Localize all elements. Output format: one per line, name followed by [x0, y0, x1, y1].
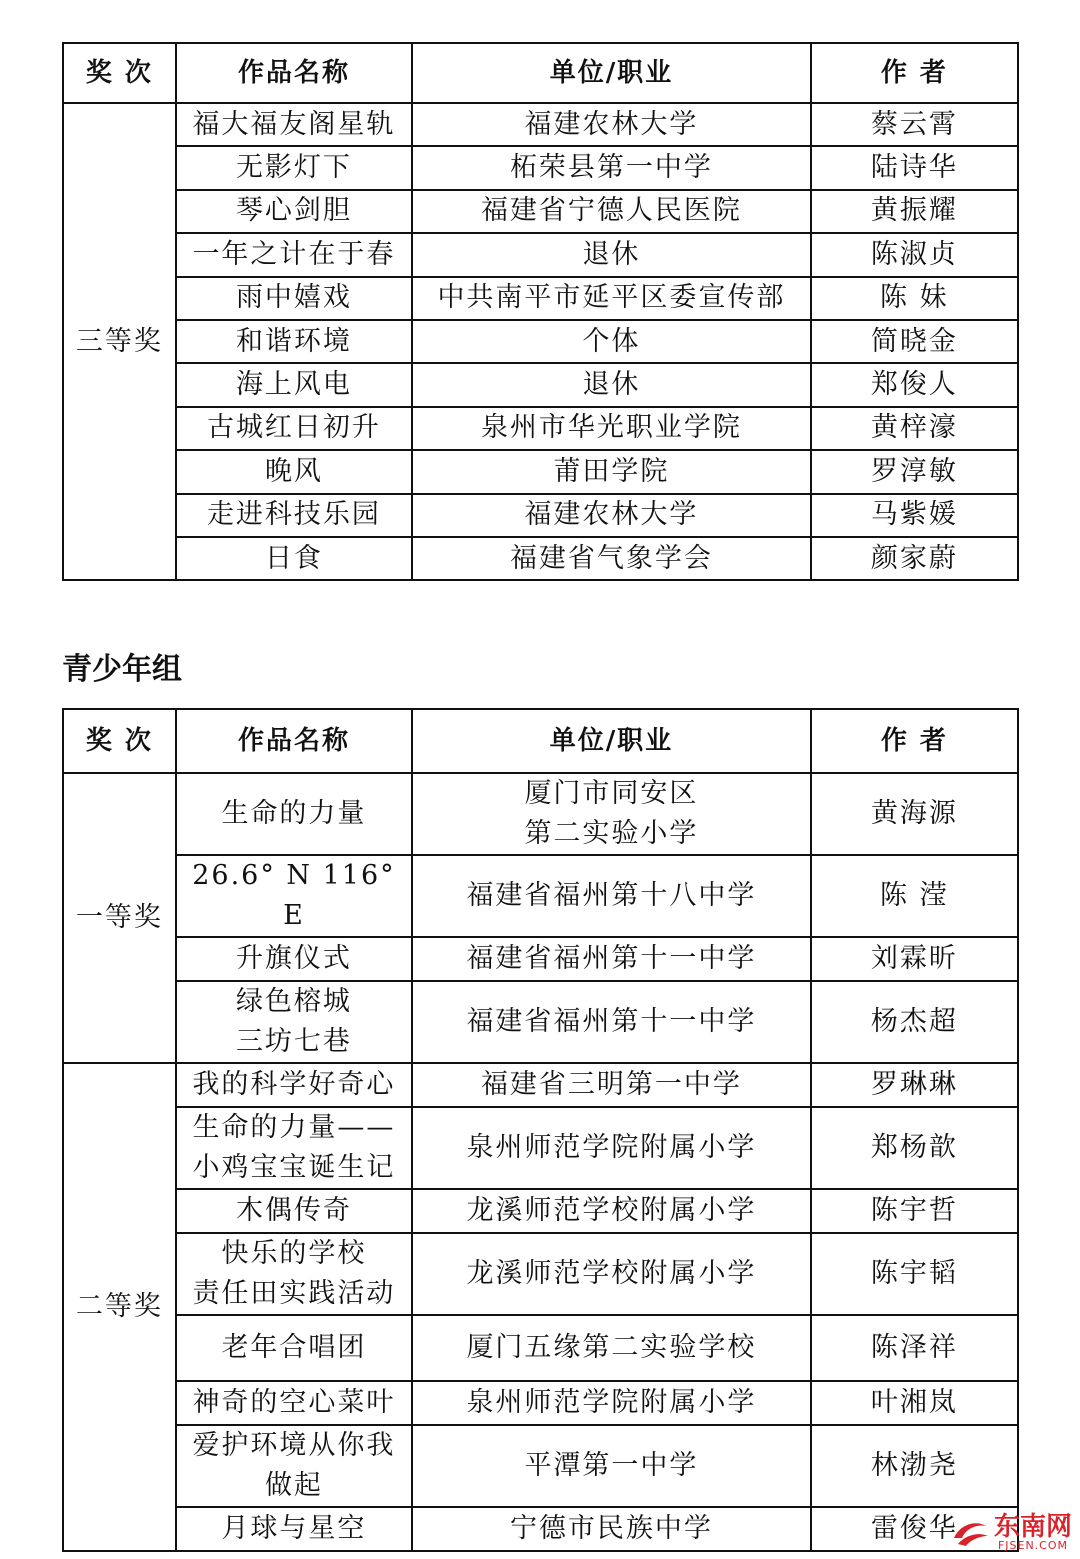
header-title: 作品名称	[176, 43, 412, 103]
work-author: 陈宇韬	[811, 1233, 1018, 1315]
work-author: 陈泽祥	[811, 1315, 1018, 1381]
award-level: 二等奖	[63, 1063, 176, 1551]
work-title: 琴心剑胆	[176, 190, 412, 233]
work-title: 生命的力量—— 小鸡宝宝诞生记	[176, 1107, 412, 1189]
watermark-domain: FJSEN.COM	[997, 1539, 1069, 1552]
work-title: 升旗仪式	[176, 937, 412, 981]
work-author: 蔡云霄	[811, 103, 1018, 146]
table-row	[63, 1507, 1018, 1551]
watermark	[950, 1514, 1072, 1551]
table-row	[63, 190, 1018, 233]
work-author: 黄梓濠	[811, 407, 1018, 450]
work-unit: 厦门五缘第二实验学校	[412, 1315, 811, 1381]
work-unit: 福建省福州第十八中学	[412, 855, 811, 937]
work-author: 陈宇哲	[811, 1189, 1018, 1233]
work-author: 刘霖昕	[811, 937, 1018, 981]
work-author: 雷俊华	[811, 1507, 1018, 1551]
work-author: 陈淑贞	[811, 233, 1018, 276]
table-row	[63, 1233, 1018, 1315]
work-unit: 龙溪师范学校附属小学	[412, 1233, 811, 1315]
watermark-name: 东南网	[993, 1512, 1072, 1542]
header-unit: 单位/职业	[412, 709, 811, 773]
table-header-row	[63, 43, 1018, 103]
table-row	[63, 1425, 1018, 1507]
work-title: 一年之计在于春	[176, 233, 412, 276]
work-author: 陈 妹	[811, 277, 1018, 320]
work-author: 陆诗华	[811, 146, 1018, 189]
award-table-adult-third	[62, 42, 1019, 581]
work-title: 26.6° N 116° E	[176, 855, 412, 937]
work-unit: 厦门市同安区 第二实验小学	[412, 773, 811, 855]
table-row	[63, 981, 1018, 1063]
work-title: 日食	[176, 537, 412, 580]
work-title: 木偶传奇	[176, 1189, 412, 1233]
table-row	[63, 146, 1018, 189]
work-title: 神奇的空心菜叶	[176, 1381, 412, 1425]
work-author: 叶湘岚	[811, 1381, 1018, 1425]
work-title: 爱护环境从你我 做起	[176, 1425, 412, 1507]
work-unit: 福建农林大学	[412, 103, 811, 146]
header-award: 奖 次	[63, 43, 176, 103]
table-row	[63, 103, 1018, 146]
work-author: 简晓金	[811, 320, 1018, 363]
work-unit: 个体	[412, 320, 811, 363]
work-unit: 龙溪师范学校附属小学	[412, 1189, 811, 1233]
work-title: 海上风电	[176, 363, 412, 406]
work-author: 黄海源	[811, 773, 1018, 855]
work-author: 林渤尧	[811, 1425, 1018, 1507]
table-row	[63, 937, 1018, 981]
work-unit: 柘荣县第一中学	[412, 146, 811, 189]
award-level: 一等奖	[63, 773, 176, 1063]
work-title: 福大福友阁星轨	[176, 103, 412, 146]
table-row	[63, 407, 1018, 450]
work-unit: 退休	[412, 233, 811, 276]
table-row	[63, 1189, 1018, 1233]
work-unit: 福建农林大学	[412, 494, 811, 537]
work-author: 郑杨歆	[811, 1107, 1018, 1189]
header-author: 作 者	[811, 43, 1018, 103]
work-title: 走进科技乐园	[176, 494, 412, 537]
table-row	[63, 1381, 1018, 1425]
work-unit: 中共南平市延平区委宣传部	[412, 277, 811, 320]
work-title: 绿色榕城 三坊七巷	[176, 981, 412, 1063]
work-title: 我的科学好奇心	[176, 1063, 412, 1107]
table-header-row	[63, 709, 1018, 773]
work-unit: 莆田学院	[412, 450, 811, 493]
table-row	[63, 773, 1018, 855]
work-title: 老年合唱团	[176, 1315, 412, 1381]
table-row	[63, 363, 1018, 406]
work-author: 黄振耀	[811, 190, 1018, 233]
table-row	[63, 320, 1018, 363]
table-row	[63, 537, 1018, 580]
work-title: 晚风	[176, 450, 412, 493]
work-unit: 福建省三明第一中学	[412, 1063, 811, 1107]
table-row	[63, 277, 1018, 320]
work-title: 快乐的学校 责任田实践活动	[176, 1233, 412, 1315]
work-author: 罗琳琳	[811, 1063, 1018, 1107]
table-row	[63, 450, 1018, 493]
work-author: 陈 滢	[811, 855, 1018, 937]
work-unit: 福建省气象学会	[412, 537, 811, 580]
work-author: 罗淳敏	[811, 450, 1018, 493]
work-unit: 福建省宁德人民医院	[412, 190, 811, 233]
work-author: 颜家蔚	[811, 537, 1018, 580]
work-unit: 泉州师范学院附属小学	[412, 1381, 811, 1425]
header-unit: 单位/职业	[412, 43, 811, 103]
work-unit: 平潭第一中学	[412, 1425, 811, 1507]
work-unit: 泉州市华光职业学院	[412, 407, 811, 450]
table-row	[63, 494, 1018, 537]
table-row	[63, 1315, 1018, 1381]
work-unit: 宁德市民族中学	[412, 1507, 811, 1551]
fjsen-logo-icon	[950, 1516, 990, 1550]
work-title: 无影灯下	[176, 146, 412, 189]
table-row	[63, 855, 1018, 937]
work-author: 杨杰超	[811, 981, 1018, 1063]
header-title: 作品名称	[176, 709, 412, 773]
work-unit: 退休	[412, 363, 811, 406]
award-table-youth	[62, 708, 1019, 1552]
work-title: 生命的力量	[176, 773, 412, 855]
work-unit: 泉州师范学院附属小学	[412, 1107, 811, 1189]
work-author: 郑俊人	[811, 363, 1018, 406]
table-row	[63, 1107, 1018, 1189]
section-title: 青少年组	[62, 652, 182, 687]
table-row	[63, 233, 1018, 276]
work-title: 和谐环境	[176, 320, 412, 363]
table-row	[63, 1063, 1018, 1107]
header-author: 作 者	[811, 709, 1018, 773]
work-title: 古城红日初升	[176, 407, 412, 450]
work-title: 月球与星空	[176, 1507, 412, 1551]
work-author: 马紫媛	[811, 494, 1018, 537]
work-unit: 福建省福州第十一中学	[412, 981, 811, 1063]
header-award: 奖 次	[63, 709, 176, 773]
award-level: 三等奖	[63, 103, 176, 580]
work-title: 雨中嬉戏	[176, 277, 412, 320]
work-unit: 福建省福州第十一中学	[412, 937, 811, 981]
